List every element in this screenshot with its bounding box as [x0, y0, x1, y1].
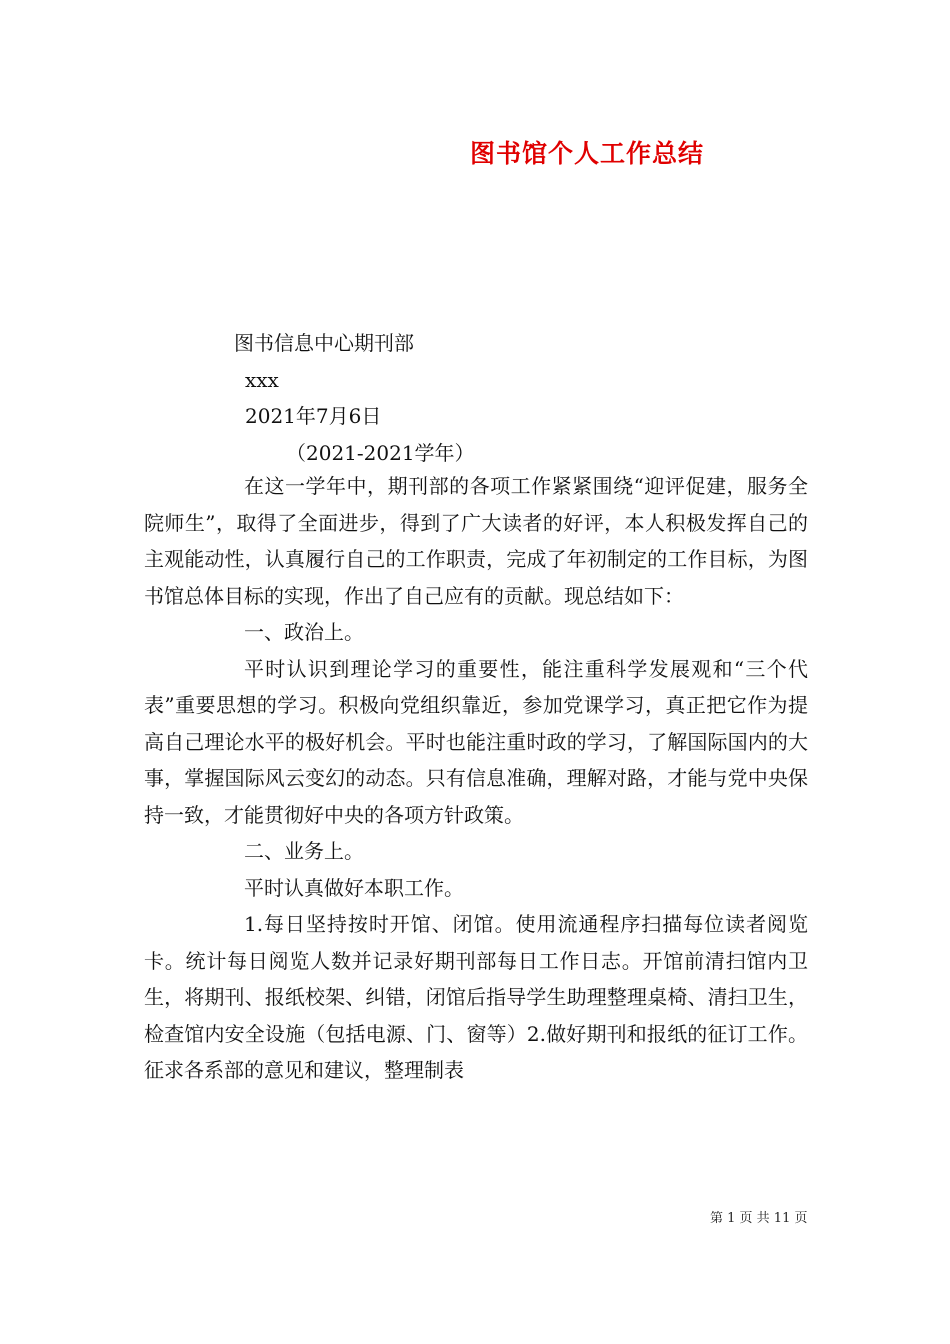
paragraph-business-intro: 平时认真做好本职工作。 [244, 875, 464, 900]
heading-business: 二、业务上。 [244, 839, 364, 863]
department-line: 图书信息中心期刊部 [234, 331, 414, 355]
paragraph-intro: 在这一学年中，期刊部的各项工作紧紧围绕“迎评促建，服务全院师生”，取得了全面进步，得到了广大读者的好评，本人积极发挥自己的主观能动性，认真履行自己的工作职责，完成了年初制定的工作目标，为图书馆总体目标的实现，作出了自己应有的贡献。现总结如下： [144, 474, 808, 608]
school-year-line: （2021-2021学年） [286, 441, 475, 465]
author-line: xxx [245, 368, 279, 392]
document-body [144, 468, 808, 1089]
page-number: 第 1 页 共 11 页 [710, 1211, 808, 1226]
paragraph-politics: 平时认识到理论学习的重要性，能注重科学发展观和“三个代表”重要思想的学习。积极向党组织靠近，参加党课学习，真正把它作为提高自己理论水平的极好机会。平时也能注重时政的学习，了解国际国内的大事，掌握国际风云变幻的动态。只有信息准确，理解对路，才能与党中央保持一致，才能贯彻好中央的各项方针政策。 [144, 656, 808, 827]
document-title: 图书馆个人工作总结 [470, 139, 705, 168]
date-line: 2021年7月6日 [245, 404, 382, 428]
paragraph-business-detail: 1.每日坚持按时开馆、闭馆。使用流通程序扫描每位读者阅览卡。统计每日阅览人数并记录好期刊部每日工作日志。开馆前清扫馆内卫生，将期刊、报纸校架、纠错，闭馆后指导学生助理整理桌椅、清扫卫生，检查馆内安全设施（包括电源、门、窗等）2.做好期刊和报纸的征订工作。征求各系部的意见和建议，整理制表 [144, 912, 808, 1082]
heading-politics: 一、政治上。 [244, 620, 364, 644]
